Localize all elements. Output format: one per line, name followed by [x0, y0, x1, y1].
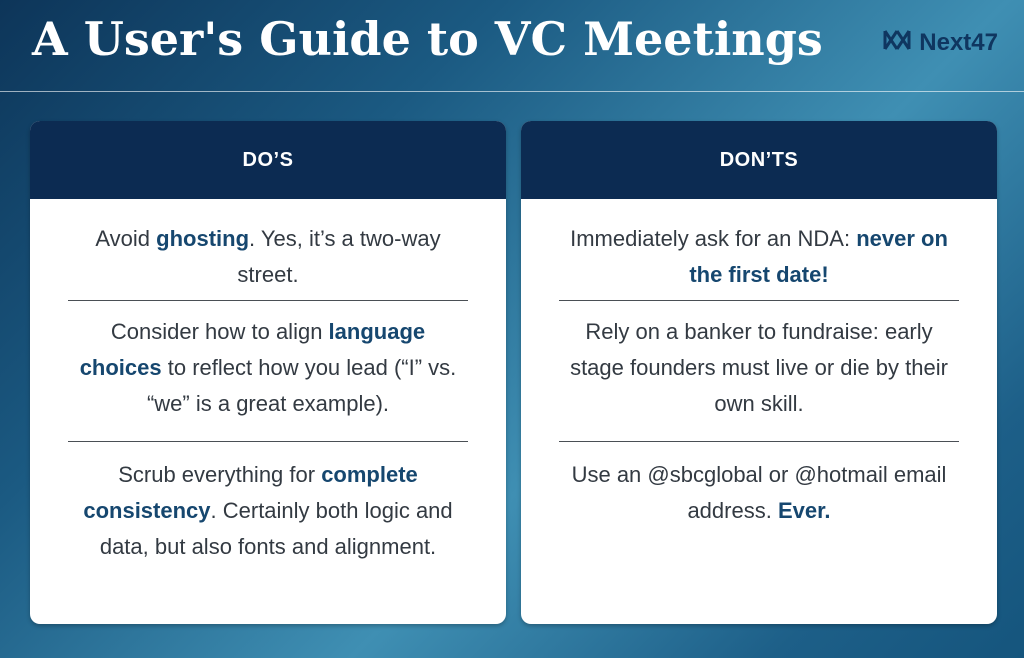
logo-text: Next47 [919, 28, 998, 56]
item-text: Rely on a banker to fundraise: early stage founders must live or die by their own skill. [570, 319, 948, 416]
item-text: . Yes, it’s a two-way street. [237, 226, 441, 287]
donts-heading: DON’TS [521, 121, 997, 199]
item-text: Immediately ask for an NDA: [570, 226, 857, 251]
page-title: A User's Guide to VC Meetings [32, 12, 823, 66]
item-highlight: never on the first date! [689, 226, 948, 287]
logo [883, 28, 998, 57]
dos-item-1 [68, 221, 468, 293]
donts-item-3 [559, 457, 959, 529]
header-divider [0, 91, 1024, 92]
item-text: Scrub everything for [118, 462, 322, 487]
dos-card [30, 121, 506, 624]
item-text: . Certainly both logic and data, but also fonts and alignment. [99, 498, 453, 559]
item-text: to reflect how you lead (“I” vs. “we” is a great example). [146, 355, 457, 416]
donts-divider [559, 300, 959, 301]
item-text: Avoid [95, 226, 157, 251]
donts-item-1 [559, 221, 959, 293]
donts-divider [559, 441, 959, 442]
next47-logo-icon [883, 28, 911, 57]
item-text: Use an @sbcglobal or @hotmail email address. [571, 462, 947, 523]
donts-card [521, 121, 997, 624]
donts-item-2 [559, 314, 959, 422]
item-highlight: complete consistency [83, 462, 418, 523]
dos-item-2 [68, 314, 468, 422]
dos-divider [68, 300, 468, 301]
dos-heading: DO’S [30, 121, 506, 199]
item-highlight: Ever. [777, 498, 831, 523]
dos-item-3 [68, 457, 468, 565]
item-highlight: ghosting [156, 226, 250, 251]
dos-divider [68, 441, 468, 442]
item-text: Consider how to align [110, 319, 329, 344]
item-highlight: language choices [79, 319, 426, 380]
